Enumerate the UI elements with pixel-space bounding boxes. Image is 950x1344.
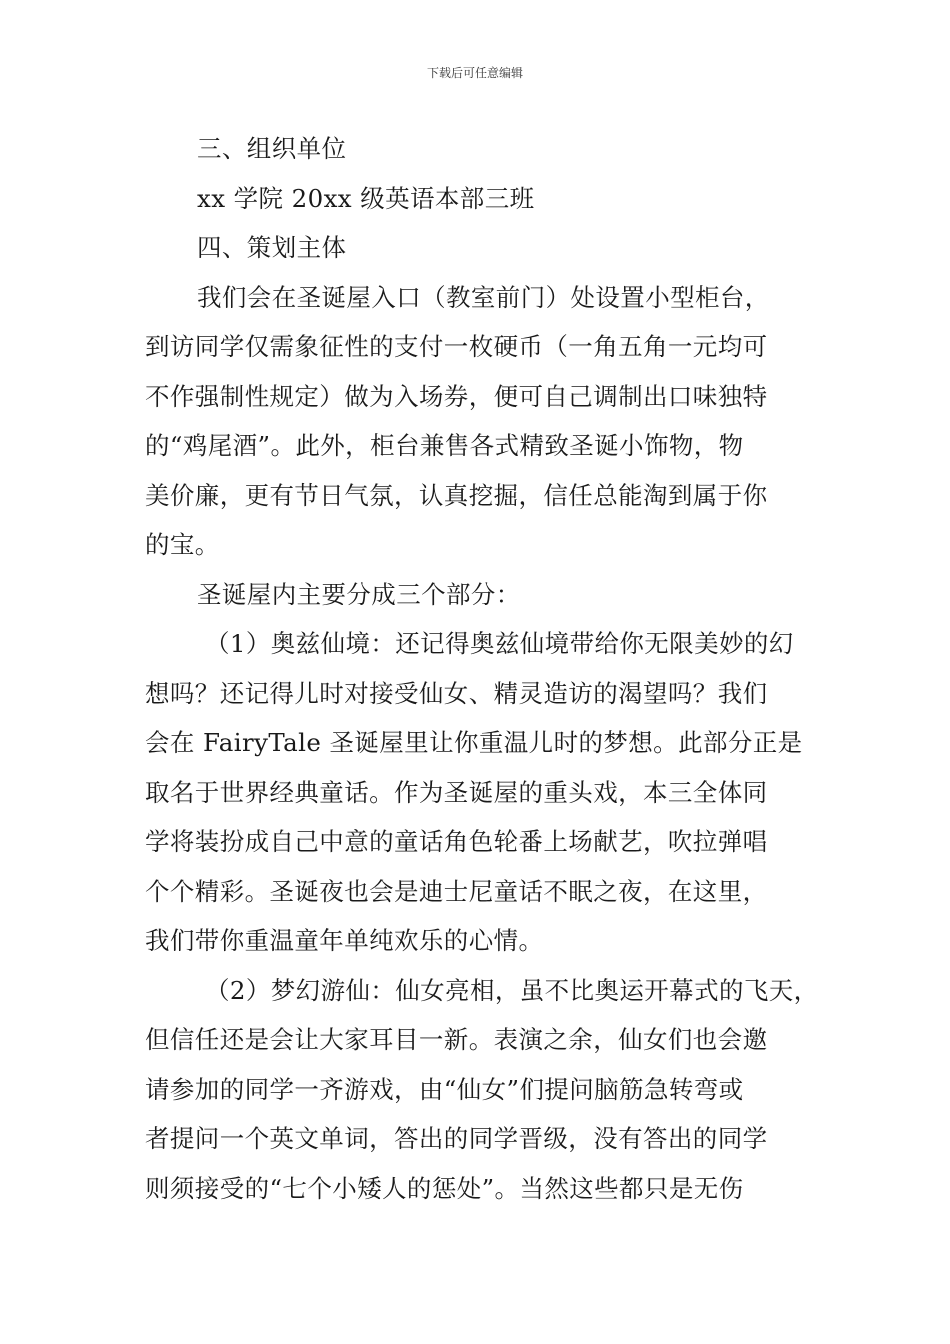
organizer-name	[145, 174, 810, 224]
paragraph-part-2	[145, 966, 819, 1214]
text-line: 四、策划主体	[197, 233, 347, 262]
text-line: 请参加的同学一齐游戏，由“仙女”们提问脑筋急转弯或	[145, 1074, 744, 1104]
paragraph-sections-intro	[145, 570, 810, 620]
paragraph-entrance	[145, 273, 810, 570]
text-line: 到访同学仅需象征性的支付一枚硬币（一角五角一元均可	[145, 332, 768, 361]
text-line: 圣诞屋内主要分成三个部分：	[197, 579, 521, 609]
text-line: （1）奥兹仙境：还记得奥兹仙境带给你无限美妙的幻	[205, 629, 794, 658]
text-line: xx 学院 20xx 级英语本部三班	[197, 183, 535, 213]
text-line: 三、组织单位	[197, 134, 347, 163]
text-line: 的宝。	[145, 530, 220, 559]
text-line: 我们会在圣诞屋入口（教室前门）处设置小型柜台，	[197, 282, 770, 312]
text-line: 美价廉，更有节日气氛，认真挖掘，信任总能淘到属于你	[145, 480, 768, 510]
text-line: （2）梦幻游仙：仙女亮相，虽不比奥运开幕式的飞天，	[205, 975, 819, 1005]
text-line: 会在 FairyTale 圣诞屋里让你重温儿时的梦想。此部分正是	[145, 728, 803, 757]
text-line: 但信任还是会让大家耳目一新。表演之余，仙女们也会邀	[145, 1025, 768, 1054]
section-heading-organizer	[145, 124, 810, 174]
header-note: 下载后可任意编辑	[426, 66, 523, 80]
text-line: 取名于世界经典童话。作为圣诞屋的重头戏，本三全体同	[145, 777, 768, 807]
section-heading-planning	[145, 223, 810, 273]
text-line: 学将装扮成自己中意的童话角色轮番上场献艺，吹拉弹唱	[145, 827, 768, 856]
paragraph-part-1	[145, 619, 810, 966]
text-line: 则须接受的“七个小矮人的惩处”。当然这些都只是无伤	[145, 1173, 744, 1203]
text-line: 我们带你重温童年单纯欢乐的心情。	[145, 926, 544, 955]
text-line: 者提问一个英文单词，答出的同学晋级，没有答出的同学	[145, 1124, 768, 1153]
document-body	[145, 124, 819, 1213]
text-line: 的“鸡尾酒”。此外，柜台兼售各式精致圣诞小饰物，物	[145, 431, 744, 460]
text-line: 个个精彩。圣诞夜也会是迪士尼童话不眠之夜，在这里，	[145, 876, 768, 906]
text-line: 不作强制性规定）做为入场券，便可自己调制出口味独特	[145, 381, 768, 411]
text-line: 想吗？还记得儿时对接受仙女、精灵造访的渴望吗？我们	[145, 678, 768, 708]
